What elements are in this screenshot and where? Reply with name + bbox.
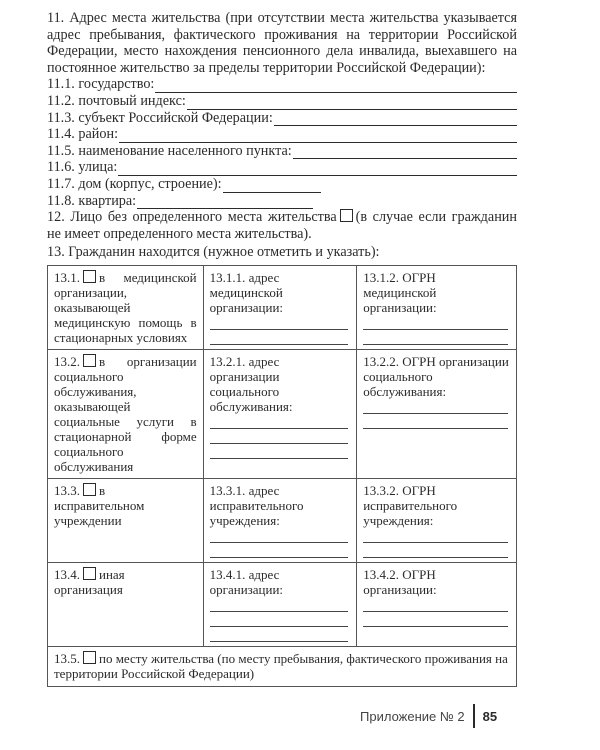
field-postal-code [47,93,517,110]
section-12 [47,209,517,242]
option-number: 13.3. [54,482,80,498]
option-checkbox[interactable] [83,651,96,664]
ogrn-label: 13.4.2. ОГРН организации: [363,566,437,597]
appendix-label: Приложение № 2 [360,708,465,724]
field-label: 11.3. субъект Российской Федерации: [47,109,273,126]
field-label: 11.2. почтовый индекс: [47,92,186,109]
page-number: 85 [482,708,498,724]
field-street [47,159,517,176]
ogrn-cell [357,478,517,562]
option-label: по месту жительства (по месту пребывания, фактического проживания на территории Российской Федерации) [54,650,508,681]
ogrn-label: 13.3.2. ОГРН исправительного учреждения: [363,482,458,528]
field-blank[interactable] [293,145,517,159]
address-blank[interactable] [210,429,349,444]
ogrn-blank[interactable] [363,414,508,429]
field-blank[interactable] [187,96,517,110]
field-region [47,110,517,127]
option-cell [48,478,204,562]
section-11-heading: 11. Адрес места жительства (при отсутствии места жительства указывается адрес пребывания, фактического проживания на территории Российской Федерации, место нахождения пенсионного дела инвалида, выехавшего на постоянное жительство за пределы территории Российской Федерации): [47,10,517,76]
field-locality [47,143,517,160]
field-label: 11.8. квартира: [47,192,137,209]
option-cell [48,265,204,349]
section-12-note: (в случае если гражданин не имеет определенного места жительства). [47,209,517,242]
field-blank[interactable] [274,112,517,126]
address-cell [203,265,357,349]
section-12-text: 12. Лицо без определенного места жительства [47,209,337,226]
field-label: 11.5. наименование населенного пункта: [47,142,292,159]
option-label: в медицинской организации, оказывающей медицинскую помощь в стационарных условиях [54,269,197,345]
field-apartment [47,193,517,210]
ogrn-label: 13.2.2. ОГРН организации социального обслуживания: [363,353,509,399]
option-cell [48,349,204,478]
ogrn-cell [357,562,517,646]
address-blank[interactable] [210,528,349,543]
address-label: 13.2.1. адрес организации социального обслуживания: [209,353,293,414]
address-cell [203,478,357,562]
address-blank[interactable] [210,597,349,612]
no-residence-checkbox[interactable] [340,209,353,222]
address-cell [203,562,357,646]
option-cell [48,562,204,646]
ogrn-label: 13.1.2. ОГРН медицинской организации: [363,269,437,315]
option-label: в организации социального обслуживания, оказывающей социальные услуги в стационарной форме социального обслуживания [54,353,197,474]
form-page [47,10,517,687]
option-number: 13.1. [54,269,80,285]
ogrn-blank[interactable] [363,612,508,627]
address-blank[interactable] [210,543,349,558]
field-blank[interactable] [119,129,517,143]
table-row [48,562,517,646]
address-blank[interactable] [210,627,349,642]
option-checkbox[interactable] [83,483,96,496]
address-blank[interactable] [210,444,349,459]
ogrn-blank[interactable] [363,330,508,345]
option-number: 13.5. [54,650,80,666]
ogrn-cell [357,349,517,478]
field-label: 11.1. государство: [47,76,155,93]
field-blank[interactable] [118,162,517,176]
field-label: 11.6. улица: [47,159,118,176]
address-blank[interactable] [210,612,349,627]
table-row [48,349,517,478]
field-blank[interactable] [155,79,517,93]
option-number: 13.4. [54,566,80,582]
field-blank[interactable] [137,195,313,209]
field-label: 11.4. район: [47,126,119,143]
ogrn-blank[interactable] [363,399,508,414]
option-label: иная организация [54,566,125,597]
section-13-heading: 13. Гражданин находится (нужное отметить и указать): [47,244,380,261]
address-label: 13.1.1. адрес медицинской организации: [209,269,284,315]
field-district [47,126,517,143]
ogrn-blank[interactable] [363,528,508,543]
field-country [47,76,517,93]
option-checkbox[interactable] [83,567,96,580]
option-label: в исправительном учреждении [54,482,145,528]
ogrn-cell [357,265,517,349]
option-number: 13.2. [54,353,80,369]
residence-option-cell [48,646,517,686]
footer-divider [473,704,475,728]
address-blank[interactable] [210,330,349,345]
field-blank[interactable] [223,179,321,193]
table-row [48,478,517,562]
field-label: 11.7. дом (корпус, строение): [47,175,222,192]
option-checkbox[interactable] [83,354,96,367]
address-label: 13.3.1. адрес исправительного учреждения: [209,482,304,528]
ogrn-blank[interactable] [363,597,508,612]
table-row [48,646,517,686]
field-house [47,176,517,193]
address-blank[interactable] [210,315,349,330]
ogrn-blank[interactable] [363,543,508,558]
location-table [47,265,517,687]
address-label: 13.4.1. адрес организации: [209,566,284,597]
address-blank[interactable] [210,414,349,429]
address-cell [203,349,357,478]
option-checkbox[interactable] [83,270,96,283]
page-footer [360,702,497,730]
ogrn-blank[interactable] [363,315,508,330]
table-row [48,265,517,349]
